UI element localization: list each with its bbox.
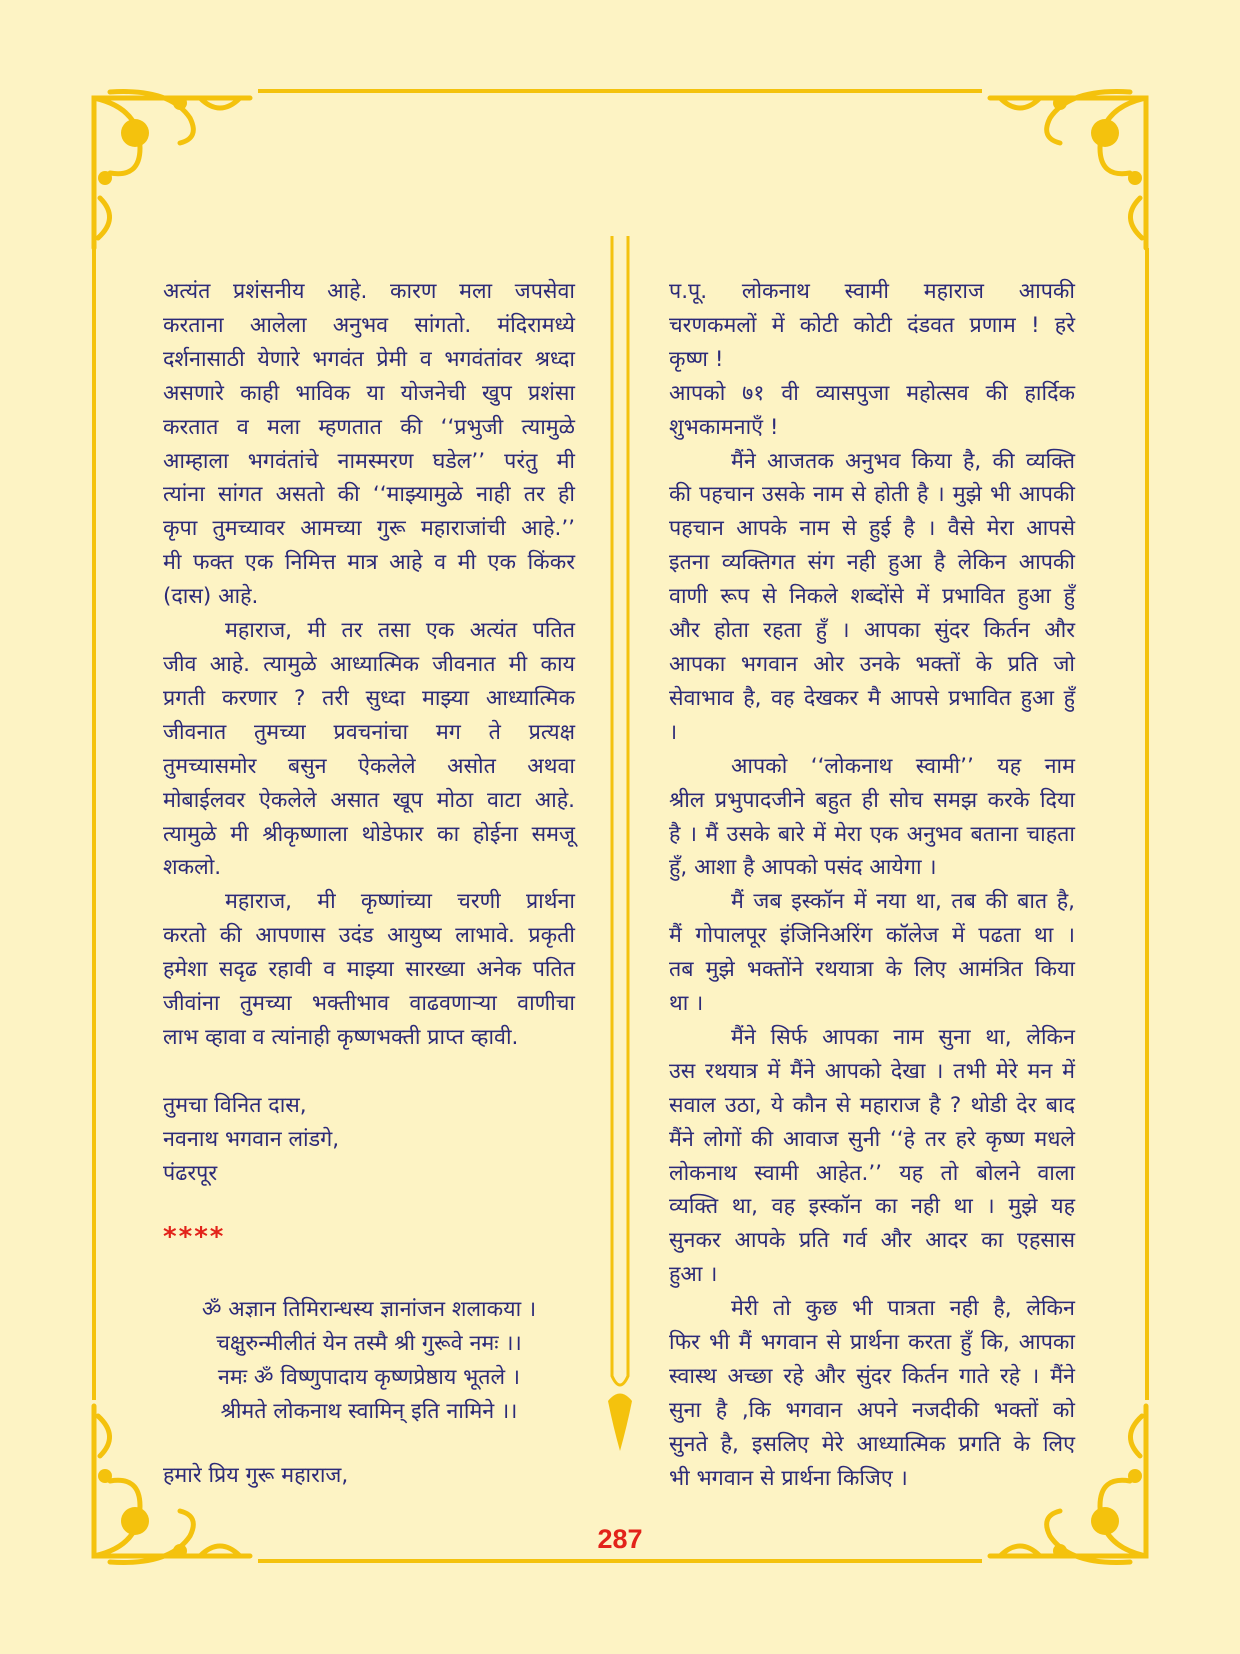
text-line: असणारे काही भाविक या योजनेची खुप प्रशंसा bbox=[163, 380, 575, 406]
text-line: जीव आहे. त्यामुळे आध्यात्मिक जीवनात मी काय bbox=[163, 651, 575, 677]
text-line: सवाल उठा, ये कौन से महाराज है ? थोडी देर बाद bbox=[669, 1092, 1075, 1118]
text-line: सुनते है, इसलिए मेरे आध्यात्मिक प्रगति के लिए bbox=[669, 1431, 1075, 1457]
shloka-line: नमः ॐ विष्णुपादाय कृष्णप्रेष्ठाय भूतले । bbox=[217, 1364, 521, 1390]
text-line: मोबाईलवर ऐकलेले असात खूप मोठा वाटा आहे. bbox=[163, 787, 575, 813]
text-line: चरणकमलों में कोटी कोटी दंडवत प्रणाम ! हरे bbox=[669, 312, 1075, 338]
frame-bottom-line bbox=[258, 1559, 982, 1563]
frame-top-line bbox=[258, 89, 982, 93]
frame-right-line bbox=[1145, 248, 1149, 1400]
text-line: फिर भी मैं भगवान से प्रार्थना करता हुँ कि, आपका bbox=[669, 1330, 1075, 1356]
text-line: कृष्ण ! bbox=[669, 346, 724, 372]
guru-pranam-shloka bbox=[163, 1293, 575, 1429]
text-line: सुना है ,कि भगवान अपने नजदीकी भक्तों को bbox=[669, 1397, 1075, 1423]
text-line: शकलो. bbox=[163, 855, 222, 881]
text-line: मैंने सिर्फ आपका नाम सुना था, लेकिन bbox=[731, 1024, 1075, 1050]
text-line: महाराज, मी कृष्णांच्या चरणी प्रार्थना bbox=[225, 889, 575, 915]
text-line: जीवनात तुमच्या प्रवचनांचा मग ते प्रत्यक्ष bbox=[163, 719, 575, 745]
text-line: मैं जब इस्कॉन में नया था, तब की बात है, bbox=[731, 889, 1075, 915]
text-line: । bbox=[669, 719, 678, 745]
text-line: आम्हाला भगवंतांचे नामस्मरण घडेल’’ परंतु मी bbox=[163, 448, 575, 474]
section-separator: **** bbox=[163, 1222, 226, 1252]
text-line: सेवाभाव है, वह देखकर मै आपसे प्रभावित हुआ हुँ bbox=[669, 685, 1075, 711]
left-column bbox=[163, 275, 575, 1190]
text-line: तुमच्यासमोर बसुन ऐकलेले असोत अथवा bbox=[163, 753, 575, 779]
text-line: दर्शनासाठी येणारे भगवंत प्रेमी व भगवंतांवर श्रध्दा bbox=[163, 346, 575, 372]
paragraph bbox=[163, 885, 575, 1055]
paragraph bbox=[669, 750, 1075, 886]
text-line: त्यामुळे मी श्रीकृष्णाला थोडेफार का होईना समजू bbox=[163, 821, 575, 847]
text-line: आपको ‘‘लोकनाथ स्वामी’’ यह नाम bbox=[731, 753, 1075, 779]
text-line: की पहचान उसके नाम से होती है । मुझे भी आपकी bbox=[669, 482, 1075, 508]
text-line: (दास) आहे. bbox=[163, 584, 259, 610]
text-line: मेरी तो कुछ भी पात्रता नही है, लेकिन bbox=[731, 1296, 1075, 1322]
shloka-line: ॐ अज्ञान तिमिरान्धस्य ज्ञानांजन शलाकया । bbox=[201, 1297, 537, 1322]
text-line: है । मैं उसके बारे में मेरा एक अनुभव बताना चाहता bbox=[669, 821, 1075, 847]
text-line: पहचान आपके नाम से हुई है । वैसे मेरा आपसे bbox=[669, 516, 1075, 542]
text-line: प्रगती करणार ? तरी सुध्दा माझ्या आध्यात्मिक bbox=[163, 685, 575, 711]
text-line: हमेशा सदृढ रहावी व माझ्या सारख्या अनेक पतित bbox=[163, 957, 575, 983]
paragraph bbox=[669, 1292, 1075, 1495]
paragraph bbox=[669, 377, 1075, 445]
text-line: तब मुझे भक्तोंने रथयात्रा के लिए आमंत्रित किया bbox=[669, 957, 1075, 983]
text-line: सुनकर आपके प्रति गर्व और आदर का एहसास bbox=[669, 1228, 1075, 1254]
text-line: स्वास्थ अच्छा रहे और सुंदर किर्तन गाते रहे । मैंने bbox=[669, 1364, 1075, 1389]
text-line: शुभकामनाएँ ! bbox=[669, 414, 779, 440]
text-line: आपको ७१ वी व्यासपुजा महोत्सव की हार्दिक bbox=[669, 380, 1075, 406]
text-line: आपका भगवान ओर उनके भक्तों के प्रति जो bbox=[669, 651, 1075, 677]
frame-left-line bbox=[92, 248, 96, 1400]
text-line: करताना आलेला अनुभव सांगतो. मंदिरामध्ये bbox=[163, 312, 575, 338]
paragraph bbox=[163, 614, 575, 885]
text-line: प.पू. लोकनाथ स्वामी महाराज आपकी bbox=[669, 279, 1075, 304]
text-line: त्यांना सांगत असतो की ‘‘माझ्यामुळे नाही तर ही bbox=[163, 482, 575, 508]
shloka-line: श्रीमते लोकनाथ स्वामिन् इति नामिने ।। bbox=[220, 1398, 518, 1424]
text-line: भी भगवान से प्रार्थना किजिए । bbox=[669, 1465, 908, 1491]
right-column bbox=[669, 275, 1075, 1496]
corner-ornament-icon bbox=[80, 78, 270, 268]
text-line: मैंने लोगों की आवाज सुनी ‘‘हे तर हरे कृष्ण मधले bbox=[669, 1126, 1075, 1152]
text-line: और होता रहता हुँ । आपका सुंदर किर्तन और bbox=[669, 618, 1075, 644]
shloka-line: चक्षुरुन्मीलीतं येन तस्मै श्री गुरूवे नमः ।। bbox=[216, 1330, 522, 1356]
text-line: श्रील प्रभुपादजीने बहुत ही सोच समझ करके दिया bbox=[669, 787, 1075, 813]
paragraph bbox=[669, 1021, 1075, 1292]
text-line: जीवांना तुमच्या भक्तीभाव वाढवणाऱ्या वाणीचा bbox=[163, 991, 575, 1017]
paragraph bbox=[669, 275, 1075, 377]
text-line: हुआ । bbox=[669, 1262, 718, 1288]
text-line: वाणी रूप से निकले शब्दोंसे में प्रभावित हुआ हुँ bbox=[669, 584, 1075, 610]
paragraph bbox=[669, 885, 1075, 1021]
text-line: इतना व्यक्तिगत संग नही हुआ है लेकिन आपकी bbox=[669, 550, 1075, 576]
text-line: व्यक्ति था, वह इस्कॉन का नही था । मुझे यह bbox=[669, 1194, 1075, 1220]
text-line: महाराज, मी तर तसा एक अत्यंत पतित bbox=[225, 618, 575, 644]
paragraph bbox=[669, 445, 1075, 750]
text-line: था । bbox=[669, 991, 704, 1017]
salutation: हमारे प्रिय गुरू महाराज, bbox=[163, 1463, 349, 1488]
page-number: 287 bbox=[597, 1524, 643, 1554]
text-line: करतात व मला म्हणतात की ‘‘प्रभुजी त्यामुळे bbox=[163, 414, 575, 440]
spacer bbox=[163, 1055, 575, 1089]
text-line: मी फक्त एक निमित्त मात्र आहे व मी एक किंकर bbox=[163, 550, 575, 576]
text-line: कृपा तुमच्यावर आमच्या गुरू महाराजांची आहे.’’ bbox=[163, 516, 575, 542]
corner-ornament-icon bbox=[970, 78, 1160, 268]
text-line: उस रथयात्र में मैंने आपको देखा । तभी मेरे मन में bbox=[669, 1058, 1075, 1084]
signature-line: पंढरपूर bbox=[163, 1160, 218, 1186]
text-line: लाभ व्हावा व त्यांनाही कृष्णभक्ती प्राप्त व्हावी. bbox=[163, 1024, 519, 1050]
column-divider bbox=[605, 236, 635, 1456]
text-line: लोकनाथ स्वामी आहेत.’’ यह तो बोलने वाला bbox=[669, 1160, 1075, 1186]
signature-line: तुमचा विनित दास, bbox=[163, 1092, 307, 1118]
text-line: हुँ, आशा है आपको पसंद आयेगा । bbox=[669, 855, 937, 881]
text-line: करतो की आपणास उदंड आयुष्य लाभावे. प्रकृती bbox=[163, 923, 575, 949]
text-line: मैं गोपालपूर इंजिनिअरिंग कॉलेज में पढता था । bbox=[669, 923, 1075, 949]
text-line: अत्यंत प्रशंसनीय आहे. कारण मला जपसेवा bbox=[163, 279, 575, 304]
paragraph bbox=[163, 275, 575, 614]
signature-line: नवनाथ भगवान लांडगे, bbox=[163, 1126, 340, 1152]
text-line: मैंने आजतक अनुभव किया है, की व्यक्ति bbox=[731, 448, 1075, 474]
